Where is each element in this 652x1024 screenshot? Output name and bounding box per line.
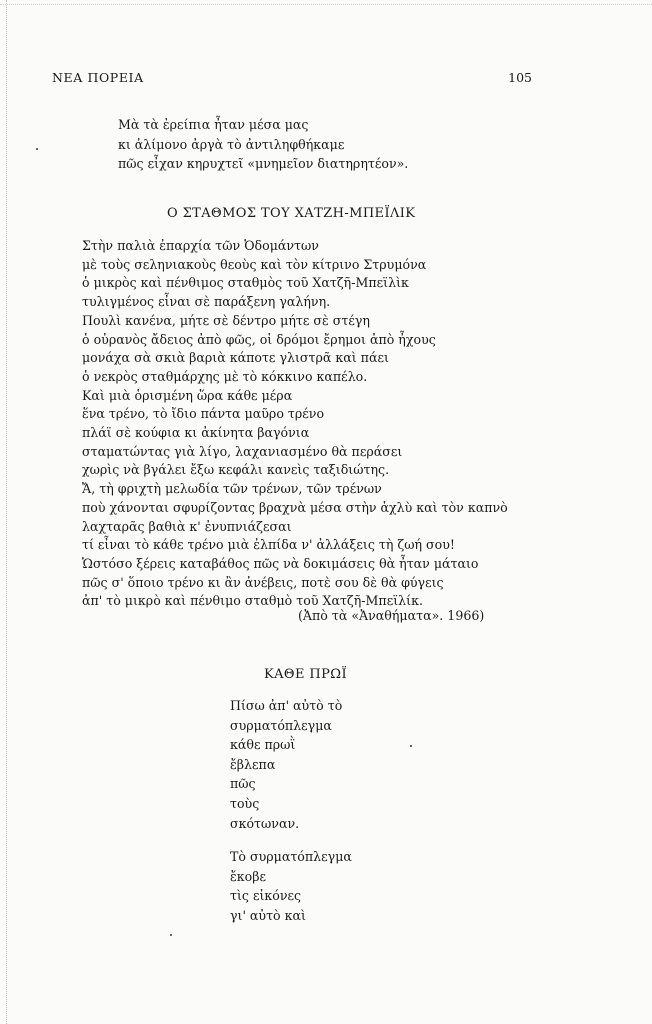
page-number: 105 xyxy=(508,70,532,85)
intro-stanza xyxy=(118,115,408,174)
verse-line: ἔκοβε xyxy=(230,868,267,884)
verse-line: πῶς σ' ὅποιο τρένο κι ἂν ἀνέβεις, ποτὲ σου δὲ θὰ φύγεις xyxy=(82,574,444,590)
verse-line: τὶς εἰκόνες xyxy=(230,888,302,904)
verse-line: ὁ οὐρανὸς ἄδειος ἀπὸ φῶς, οἱ δρόμοι ἔρημοι ἀπὸ ἦχους xyxy=(82,331,436,347)
verse-line: πλάϊ σὲ κούφια κι ἀκίνητα βαγόνια xyxy=(82,425,310,441)
verse-line: μονάχα σὰ σκιὰ βαριὰ κάποτε γλιστρᾶ καὶ πάει xyxy=(82,350,389,366)
verse-line: Ἄ, τὴ φριχτὴ μελωδία τῶν τρένων, τῶν τρένων xyxy=(82,481,382,497)
running-head: ΝΕΑ ΠΟΡΕΙΑ xyxy=(52,70,144,85)
verse-line: πῶς εἶχαν κηρυχτεῖ «μνημεῖον διατηρητέον». xyxy=(118,156,409,171)
page-edge-top xyxy=(0,4,652,6)
verse-line: ὁ νεκρὸς σταθμάρχης μὲ τὸ κόκκινο καπέλο. xyxy=(82,368,368,384)
verse-line: τυλιγμένος εἶναι σὲ παράξενη γαλήνη. xyxy=(82,294,331,310)
verse-line: κάθε πρωῒ xyxy=(230,737,296,753)
verse-line: ὁ μικρὸς καὶ πένθιμος σταθμὸς τοῦ Χατζῆ-Μπεϊλὶκ xyxy=(82,275,409,291)
verse-line: Ὡστόσο ξέρεις καταβάθος πῶς νὰ δοκιμάσεις θὰ ἦταν μάταιο xyxy=(82,555,479,571)
verse-line: τί εἶναι τὸ κάθε τρένο μιὰ ἐλπίδα ν' ἀλλάξεις τὴ ζωή σου! xyxy=(82,537,455,553)
poem-attribution: (Ἀπὸ τὰ «Ἀναθήματα». 1966) xyxy=(298,608,485,623)
verse-line: Τὸ συρματόπλεγμα xyxy=(230,849,352,864)
verse-line: Πουλὶ κανένα, μήτε σὲ δέντρο μήτε σὲ στέγη xyxy=(82,312,370,328)
poem-stanza xyxy=(230,696,342,833)
verse-line: Στὴν παλιὰ ἐπαρχία τῶν Ὀδομάντων xyxy=(82,238,319,253)
verse-line: χωρὶς νὰ βγάλει ἔξω κεφάλι κανεὶς ταξιδιώτης. xyxy=(82,462,390,478)
verse-line: Καὶ μιὰ ὁρισμένη ὥρα κάθε μέρα xyxy=(82,387,293,403)
verse-line: ποὺ χάνονται σφυρίζοντας βραχνὰ μέσα στὴν ἀχλὺ καὶ τὸν καπνὸ xyxy=(82,499,508,515)
verse-line: μὲ τοὺς σεληνιακοὺς θεοὺς καὶ τὸν κίτρινο Στρυμόνα xyxy=(82,256,427,272)
verse-line: κι ἀλίμονο ἀργὰ τὸ ἀντιληφθήκαμε xyxy=(118,136,345,152)
verse-line: τοὺς xyxy=(230,795,260,811)
verse-line: σταματώντας γιὰ λίγο, λαχανιασμένο θὰ περάσει xyxy=(82,443,403,459)
paper-speck xyxy=(36,148,38,150)
poem-title: Ο ΣΤΑΘΜΟΣ ΤΟΥ ΧΑΤΖΗ-ΜΠΕΪΛΙΚ xyxy=(167,206,416,221)
verse-line: Μὰ τὰ ἐρείπια ἦταν μέσα μας xyxy=(118,117,309,132)
verse-line: σκότωναν. xyxy=(230,815,300,831)
verse-line: λαχταρᾶς βαθιὰ κ' ἐνυπνιάζεσαι xyxy=(82,518,292,534)
verse-line: συρματόπλεγμα xyxy=(230,717,332,733)
verse-line: ἕνα τρένο, τὸ ἴδιο πάντα μαῦρο τρένο xyxy=(82,406,325,422)
poem-stanza xyxy=(230,847,352,925)
paper-speck xyxy=(170,934,172,936)
paper-speck xyxy=(410,745,412,747)
poem-title: ΚΑΘΕ ΠΡΩΪ xyxy=(264,667,347,682)
verse-line: Πίσω ἀπ' αὐτὸ τὸ xyxy=(230,698,343,713)
poem-body xyxy=(82,237,508,611)
verse-line: πῶς xyxy=(230,776,256,792)
page-edge-left xyxy=(6,0,8,1024)
verse-line: ἔβλεπα xyxy=(230,756,276,772)
verse-line: γι' αὐτὸ καὶ xyxy=(230,907,306,923)
verse-line: ἀπ' τὸ μικρὸ καὶ πένθιμο σταθμὸ τοῦ Χατζῆ-Μπεϊλίκ. xyxy=(82,593,423,609)
